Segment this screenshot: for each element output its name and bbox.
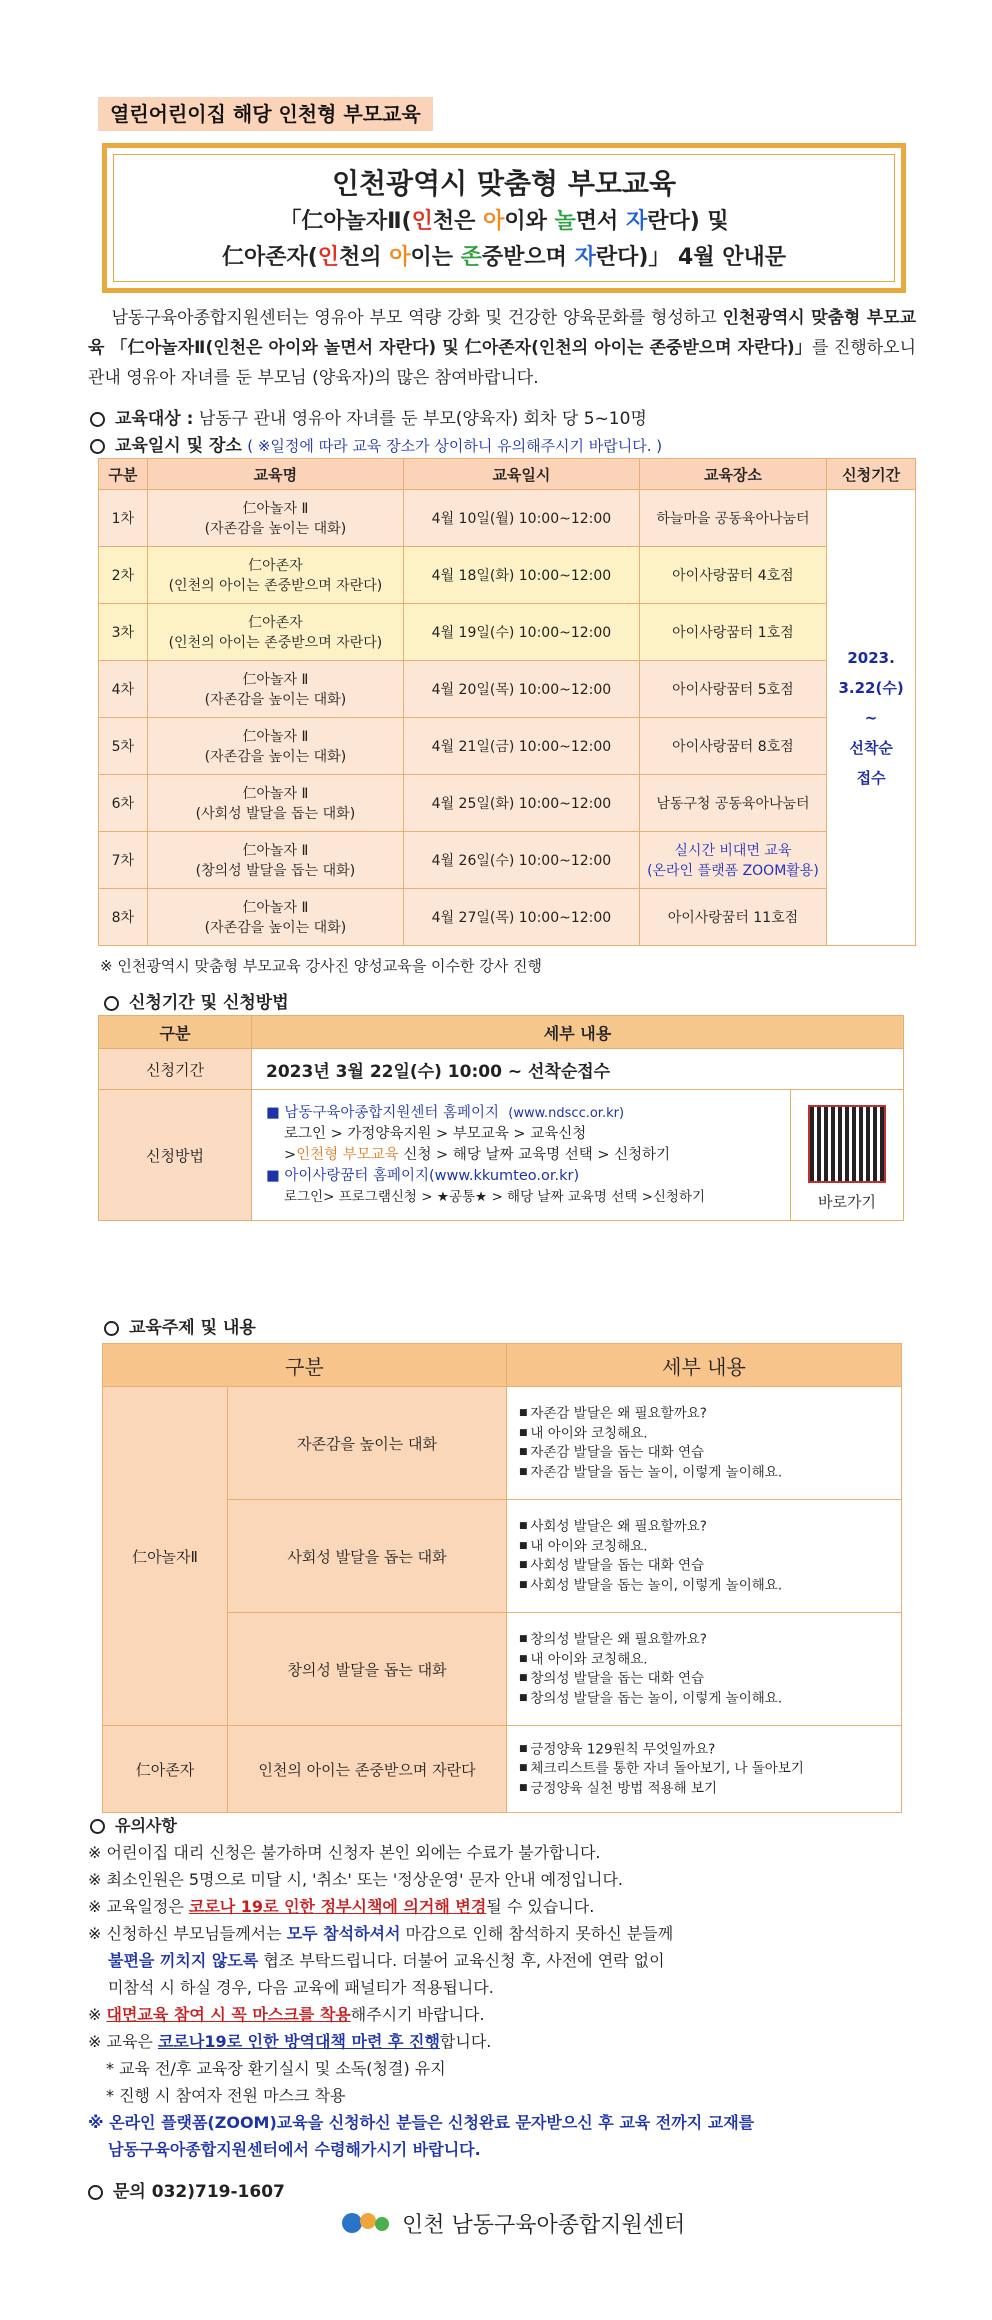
- topic-details: [507, 1726, 902, 1813]
- topic-item: ■ 창의성 발달을 돕는 놀이, 이렇게 놀이해요.: [519, 1689, 889, 1709]
- session-name: [147, 661, 404, 718]
- path-highlight: 인천형 부모교육: [296, 1146, 399, 1163]
- note-item: [88, 1893, 918, 1920]
- title-line-2: [107, 204, 901, 235]
- note-text: ※ 교육은: [88, 2032, 158, 2051]
- session-name-main: 仁아놀자 Ⅱ: [242, 900, 309, 916]
- table-row: [99, 661, 916, 718]
- column-header: 구분: [103, 1344, 507, 1387]
- session-date: 4월 21일(금) 10:00~12:00: [404, 718, 640, 775]
- table-row: [99, 547, 916, 604]
- topic-item: ■ 창의성 발달을 돕는 대화 연습: [519, 1669, 889, 1689]
- title-text: 란다)」 4월 안내문: [595, 245, 787, 270]
- topic-details: [507, 1613, 902, 1726]
- session-name-sub: (인천의 아이는 존중받으며 자란다): [168, 578, 383, 594]
- title-line-3: [107, 240, 901, 271]
- session-date: 4월 27일(목) 10:00~12:00: [404, 889, 640, 946]
- apply-text: 3.22(수): [838, 678, 904, 697]
- method-site-2: [266, 1166, 776, 1187]
- topic-item: ■ 자존감 발달을 돕는 놀이, 이렇게 놀이해요.: [519, 1463, 889, 1483]
- session-name: [147, 604, 404, 661]
- table-row: [99, 490, 916, 547]
- square-bullet-icon: ■: [266, 1104, 280, 1121]
- topic-subject: 창의성 발달을 돕는 대화: [228, 1613, 507, 1726]
- topic-item: ■ 사회성 발달을 돕는 놀이, 이렇게 놀이해요.: [519, 1576, 889, 1596]
- session-name-main: 仁아존자: [248, 615, 303, 631]
- method-path: 로그인> 프로그램신청 > ★공통★ > 해당 날짜 교육명 선택 >신청하기: [284, 1188, 706, 1205]
- topic-category: 仁아놀자Ⅱ: [103, 1387, 228, 1726]
- session-date: 4월 26일(수) 10:00~12:00: [404, 832, 640, 889]
- title-highlight: 인: [411, 209, 433, 234]
- contact-line: [88, 2177, 285, 2202]
- table-row: [99, 1049, 904, 1090]
- topic-category: 仁아존자: [103, 1726, 228, 1813]
- table-row: [99, 832, 916, 889]
- note-item: 남동구육아종합지원센터에서 수령해가시기 바랍니다.: [108, 2140, 481, 2159]
- path-text: 신청 > 해당 날짜 교육명 선택 > 신청하기: [398, 1146, 671, 1163]
- table-row: [99, 604, 916, 661]
- period-label: 신청기간: [99, 1049, 252, 1090]
- session-name-main: 仁아놀자 Ⅱ: [242, 501, 309, 517]
- schedule-heading: [90, 431, 662, 456]
- session-date: 4월 19일(수) 10:00~12:00: [404, 604, 640, 661]
- topic-item: ■ 내 아이와 코칭해요.: [519, 1424, 889, 1444]
- column-header: 신청기간: [827, 459, 916, 490]
- session-date: 4월 10일(월) 10:00~12:00: [404, 490, 640, 547]
- session-number: 5차: [99, 718, 148, 775]
- note-item: 미참석 시 하실 경우, 다음 교육에 패널티가 적용됩니다.: [108, 1978, 494, 1997]
- topic-subject: 인천의 아이는 존중받으며 자란다: [228, 1726, 507, 1813]
- session-place: 아이사랑꿈터 11호점: [639, 889, 827, 946]
- schedule-heading-note: ( ※일정에 따라 교육 장소가 상이하니 유의해주시기 바랍니다. ): [247, 437, 663, 455]
- table-row: [103, 1726, 902, 1813]
- method-path: 로그인 > 가정양육지원 > 부모교육 > 교육신청: [284, 1125, 587, 1142]
- session-number: 3차: [99, 604, 148, 661]
- target-label: 교육대상 :: [115, 409, 194, 429]
- apply-text: 선착순: [849, 738, 893, 757]
- note-emphasis: 대면교육 참여 시 꼭 마스크를 착용: [106, 2005, 351, 2024]
- apply-period: [827, 490, 916, 946]
- notes-heading: [90, 1812, 918, 1839]
- title-text: 란다) 및: [647, 209, 729, 234]
- center-name: 인천 남동구육아종합지원센터: [402, 2212, 686, 2238]
- topic-details: [507, 1387, 902, 1500]
- topic-subject: 자존감을 높이는 대화: [228, 1387, 507, 1500]
- note-item: [88, 1920, 918, 1947]
- schedule-footnote: ※ 인천광역시 맞춤형 부모교육 강사진 양성교육을 이수한 강사 진행: [100, 957, 542, 975]
- bullet-circle-icon: [88, 2185, 103, 2200]
- note-item: ※ 최소인원은 5명으로 미달 시, '취소' 또는 '정상운영' 문자 안내 예정입니다.: [88, 1870, 623, 1889]
- note-item: * 교육 전/후 교육장 환기실시 및 소독(청결) 유지: [106, 2059, 446, 2078]
- session-name: [147, 547, 404, 604]
- category-badge: 열린어린이집 해당 인천형 부모교육: [98, 97, 433, 131]
- title-highlight: 자: [574, 245, 596, 270]
- note-emphasis: 모두 참석하셔서: [286, 1924, 401, 1943]
- page-title: 인천광역시 맞춤형 부모교육: [331, 167, 677, 200]
- square-bullet-icon: ■: [266, 1167, 280, 1184]
- session-name: [147, 775, 404, 832]
- bullet-circle-icon: [90, 412, 105, 427]
- topic-subject: 사회성 발달을 돕는 대화: [228, 1500, 507, 1613]
- session-place: 아이사랑꿈터 5호점: [639, 661, 827, 718]
- topic-item: ■ 사회성 발달은 왜 필요할까요?: [519, 1517, 889, 1537]
- title-text: 이와: [504, 209, 555, 234]
- qr-code-icon[interactable]: [808, 1105, 886, 1183]
- title-text: 천의: [339, 245, 390, 270]
- method-details: [252, 1090, 791, 1221]
- session-number: 4차: [99, 661, 148, 718]
- note-text: ※ 신청하신 부모님들께서는: [88, 1924, 287, 1943]
- session-number: 7차: [99, 832, 148, 889]
- column-header: 구분: [99, 459, 148, 490]
- topics-heading-label: 교육주제 및 내용: [129, 1318, 256, 1338]
- session-name-sub: (자존감을 높이는 대화): [204, 692, 347, 708]
- table-row: [99, 1090, 904, 1221]
- topics-heading: [104, 1313, 256, 1338]
- column-header: 세부 내용: [507, 1344, 902, 1387]
- topic-item: ■ 자존감 발달을 돕는 대화 연습: [519, 1443, 889, 1463]
- session-place: 아이사랑꿈터 8호점: [639, 718, 827, 775]
- column-header: 세부 내용: [252, 1016, 904, 1049]
- topics-table: [102, 1343, 902, 1813]
- path-text: >: [284, 1146, 297, 1163]
- column-header: 교육일시: [404, 459, 640, 490]
- contact-text: 문의 032)719-1607: [113, 2182, 285, 2202]
- title-highlight: 자: [625, 209, 648, 234]
- period-value: 2023년 3월 22일(수) 10:00 ~ 선착순접수: [252, 1049, 904, 1090]
- session-name-main: 仁아놀자 Ⅱ: [242, 843, 309, 859]
- title-highlight: 아: [389, 245, 411, 270]
- apply-text: 2023.: [847, 648, 895, 667]
- session-date: 4월 20일(목) 10:00~12:00: [404, 661, 640, 718]
- session-name: [147, 718, 404, 775]
- site-link[interactable]: 아이사랑꿈터 홈페이지(www.kkumteo.or.kr): [284, 1167, 580, 1184]
- schedule-table: [98, 458, 916, 946]
- title-text: 「仁아놀자Ⅱ(: [279, 209, 412, 234]
- note-item: [88, 1947, 918, 1974]
- intro-paragraph: [88, 303, 916, 393]
- table-row: [103, 1387, 902, 1500]
- session-number: 6차: [99, 775, 148, 832]
- intro-bold: 인천광역시 맞춤형 부모교육 「仁아놀자Ⅱ(인천은 아이와 놀면서 자란다) 및 仁아존자(인천의 아이는 존중받으며 자란다)」: [88, 308, 916, 358]
- application-heading-label: 신청기간 및 신청방법: [129, 993, 289, 1013]
- table-header-row: [99, 459, 916, 490]
- session-name-sub: (인천의 아이는 존중받으며 자란다): [168, 635, 383, 651]
- session-date: 4월 18일(화) 10:00~12:00: [404, 547, 640, 604]
- note-text: ※: [88, 2005, 107, 2024]
- apply-text: 접수: [856, 768, 886, 787]
- target-value: 남동구 관내 영유아 자녀를 둔 부모(양육자) 회차 당 5~10명: [198, 409, 647, 429]
- topic-item: ■ 긍정양육 129원칙 무엇일까요?: [519, 1740, 889, 1760]
- note-text: 마감으로 인해 참석하지 못하신 분들께: [400, 1924, 674, 1943]
- table-header-row: [103, 1344, 902, 1387]
- note-item: [88, 2001, 918, 2028]
- schedule-heading-label: 교육일시 및 장소: [115, 436, 242, 456]
- session-name-main: 仁아존자: [248, 558, 303, 574]
- session-name-main: 仁아놀자 Ⅱ: [242, 786, 309, 802]
- topic-item: ■ 창의성 발달은 왜 필요할까요?: [519, 1630, 889, 1650]
- session-name: [147, 889, 404, 946]
- qr-label[interactable]: 바로가기: [818, 1192, 876, 1211]
- center-logo: [338, 2206, 685, 2240]
- column-header: 교육장소: [639, 459, 827, 490]
- method-label: 신청방법: [99, 1090, 252, 1221]
- application-heading: [104, 988, 289, 1013]
- method-path: [266, 1145, 776, 1166]
- session-name: [147, 832, 404, 889]
- table-row: [99, 718, 916, 775]
- intro-text: 를 진행하오니 관내 영유아 자녀를 둔 부모님 (양육자)의 많은 참여바랍니다.: [88, 338, 917, 388]
- note-emphasis: 불편을 끼치지 않도록: [108, 1951, 259, 1970]
- note-text: ※ 교육일정은: [88, 1897, 189, 1916]
- note-item: [88, 2028, 918, 2055]
- title-highlight: 아: [483, 209, 505, 234]
- note-text: 협조 부탁드립니다. 더불어 교육신청 후, 사전에 연락 없이: [258, 1951, 665, 1970]
- session-place-sub: (온라인 플랫폼 ZOOM활용): [647, 863, 819, 879]
- title-text: 이는: [410, 245, 461, 270]
- note-text: 합니다.: [439, 2032, 492, 2051]
- application-table: [98, 1015, 904, 1221]
- center-logo-icon: [338, 2206, 394, 2240]
- session-place: [639, 832, 827, 889]
- notes-section: [88, 1812, 918, 2163]
- notes-heading-label: 유의사항: [115, 1816, 177, 1835]
- session-place-main: 실시간 비대면 교육: [674, 843, 792, 859]
- topic-item: ■ 내 아이와 코칭해요.: [519, 1537, 889, 1557]
- intro-text: 남동구육아종합지원센터는 영유아 부모 역량 강화 및 건강한 양육문화를 형성하고: [111, 308, 723, 328]
- topic-item: ■ 사회성 발달을 돕는 대화 연습: [519, 1556, 889, 1576]
- session-date: 4월 25일(화) 10:00~12:00: [404, 775, 640, 832]
- note-emphasis: 코로나 19로 인한 정부시책에 의거해 변경: [188, 1897, 487, 1916]
- title-box: [102, 143, 906, 293]
- bullet-circle-icon: [90, 1819, 105, 1834]
- topic-details: [507, 1500, 902, 1613]
- method-site-1: [266, 1103, 776, 1124]
- note-emphasis: 코로나19로 인한 방역대책 마련 후 진행: [157, 2032, 440, 2051]
- bullet-circle-icon: [104, 1321, 119, 1336]
- note-item: ※ 온라인 플랫폼(ZOOM)교육을 신청하신 분들은 신청완료 문자받으신 후 교육 전까지 교재를: [88, 2113, 755, 2132]
- column-header: 교육명: [147, 459, 404, 490]
- target-line: [90, 404, 647, 429]
- session-name-sub: (자존감을 높이는 대화): [204, 920, 347, 936]
- session-name-main: 仁아놀자 Ⅱ: [242, 672, 309, 688]
- apply-text: ~: [864, 708, 878, 727]
- topic-item: ■ 내 아이와 코칭해요.: [519, 1650, 889, 1670]
- note-item: ※ 어린이집 대리 신청은 불가하며 신청자 본인 외에는 수료가 불가합니다.: [88, 1843, 601, 1862]
- session-number: 1차: [99, 490, 148, 547]
- column-header: 구분: [99, 1016, 252, 1049]
- title-text: 면서: [575, 209, 626, 234]
- note-text: 될 수 있습니다.: [486, 1897, 595, 1916]
- title-text: 중받으며: [481, 245, 575, 270]
- note-item: * 진행 시 참여자 전원 마스크 착용: [106, 2086, 346, 2105]
- note-text: 해주시기 바랍니다.: [350, 2005, 485, 2024]
- title-highlight: 인: [317, 245, 340, 270]
- title-text: 천은: [432, 209, 484, 234]
- bullet-circle-icon: [90, 439, 105, 454]
- topic-item: ■ 체크리스트를 통한 자녀 돌아보기, 나 돌아보기: [519, 1759, 889, 1779]
- session-name-sub: (자존감을 높이는 대화): [204, 521, 347, 537]
- table-header-row: [99, 1016, 904, 1049]
- session-place: 남동구청 공동육아나눔터: [639, 775, 827, 832]
- session-place: 하늘마을 공동육아나눔터: [639, 490, 827, 547]
- session-number: 8차: [99, 889, 148, 946]
- title-highlight: 놀: [554, 209, 576, 234]
- site-link[interactable]: 남동구육아종합지원센터 홈페이지: [284, 1104, 500, 1121]
- session-name-sub: (자존감을 높이는 대화): [204, 749, 347, 765]
- session-name-main: 仁아놀자 Ⅱ: [242, 729, 309, 745]
- site-url[interactable]: (www.ndscc.or.kr): [508, 1105, 625, 1121]
- session-name-sub: (창의성 발달을 돕는 대화): [195, 863, 356, 879]
- qr-cell: [791, 1090, 904, 1221]
- topic-item: ■ 긍정양육 실천 방법 적용해 보기: [519, 1779, 889, 1799]
- session-name: [147, 490, 404, 547]
- bullet-circle-icon: [104, 996, 119, 1011]
- session-place: 아이사랑꿈터 1호점: [639, 604, 827, 661]
- table-row: [99, 775, 916, 832]
- topic-item: ■ 자존감 발달은 왜 필요할까요?: [519, 1404, 889, 1424]
- table-row: [99, 889, 916, 946]
- title-text: 仁아존자(: [221, 245, 318, 270]
- title-highlight: 존: [460, 245, 482, 270]
- session-place: 아이사랑꿈터 4호점: [639, 547, 827, 604]
- session-number: 2차: [99, 547, 148, 604]
- session-name-sub: (사회성 발달을 돕는 대화): [195, 806, 356, 822]
